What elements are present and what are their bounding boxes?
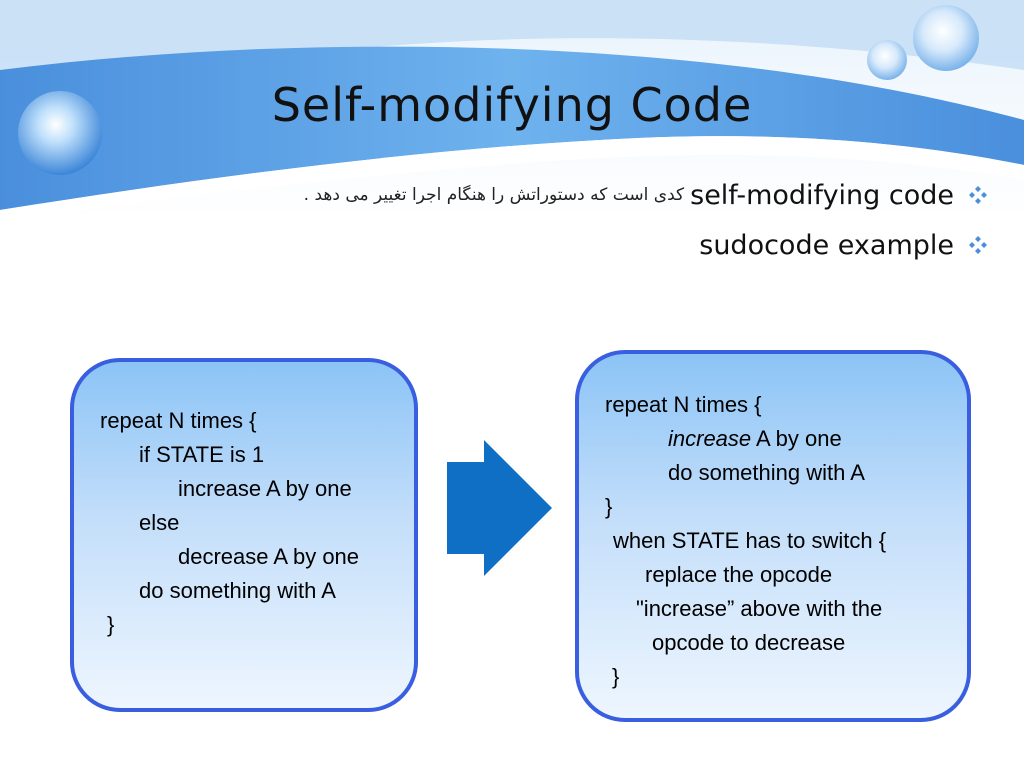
right-arrow-icon (447, 440, 552, 576)
code-line-rest: A by one (751, 426, 842, 451)
code-line: if STATE is 1 (139, 442, 265, 467)
code-line: increase A by one (178, 476, 352, 501)
bullet-item-1 (48, 170, 988, 220)
bullet-list (48, 170, 988, 270)
code-line: "increase” above with the (636, 596, 883, 621)
code-line: else (139, 510, 180, 535)
code-line: when STATE has to switch { (613, 528, 887, 553)
slide-title: Self-modifying Code (271, 78, 753, 132)
code-line: repeat N times { (100, 408, 257, 433)
code-line: replace the opcode (645, 562, 833, 587)
code-line: } (107, 612, 115, 637)
code-line: do something with A (668, 460, 865, 485)
italic-keyword: increase (668, 426, 752, 451)
bullet-text: sudocode example (699, 229, 954, 261)
bullet-farsi-text: کدی است که دستوراتش را هنگام اجرا تغییر می دهد . (303, 185, 685, 205)
code-box-before (70, 358, 418, 712)
code-box-after (575, 350, 971, 722)
bullet-text: self-modifying code (690, 179, 954, 211)
code-line: } (612, 664, 620, 689)
four-diamond-bullet-icon (968, 235, 988, 255)
code-line (668, 426, 842, 452)
code-line: } (605, 494, 613, 519)
code-line: do something with A (139, 578, 336, 603)
bullet-item-2 (48, 220, 988, 270)
four-diamond-bullet-icon (968, 185, 988, 205)
code-line: opcode to decrease (652, 630, 846, 655)
code-line: decrease A by one (178, 544, 360, 569)
code-line: repeat N times { (605, 392, 762, 417)
